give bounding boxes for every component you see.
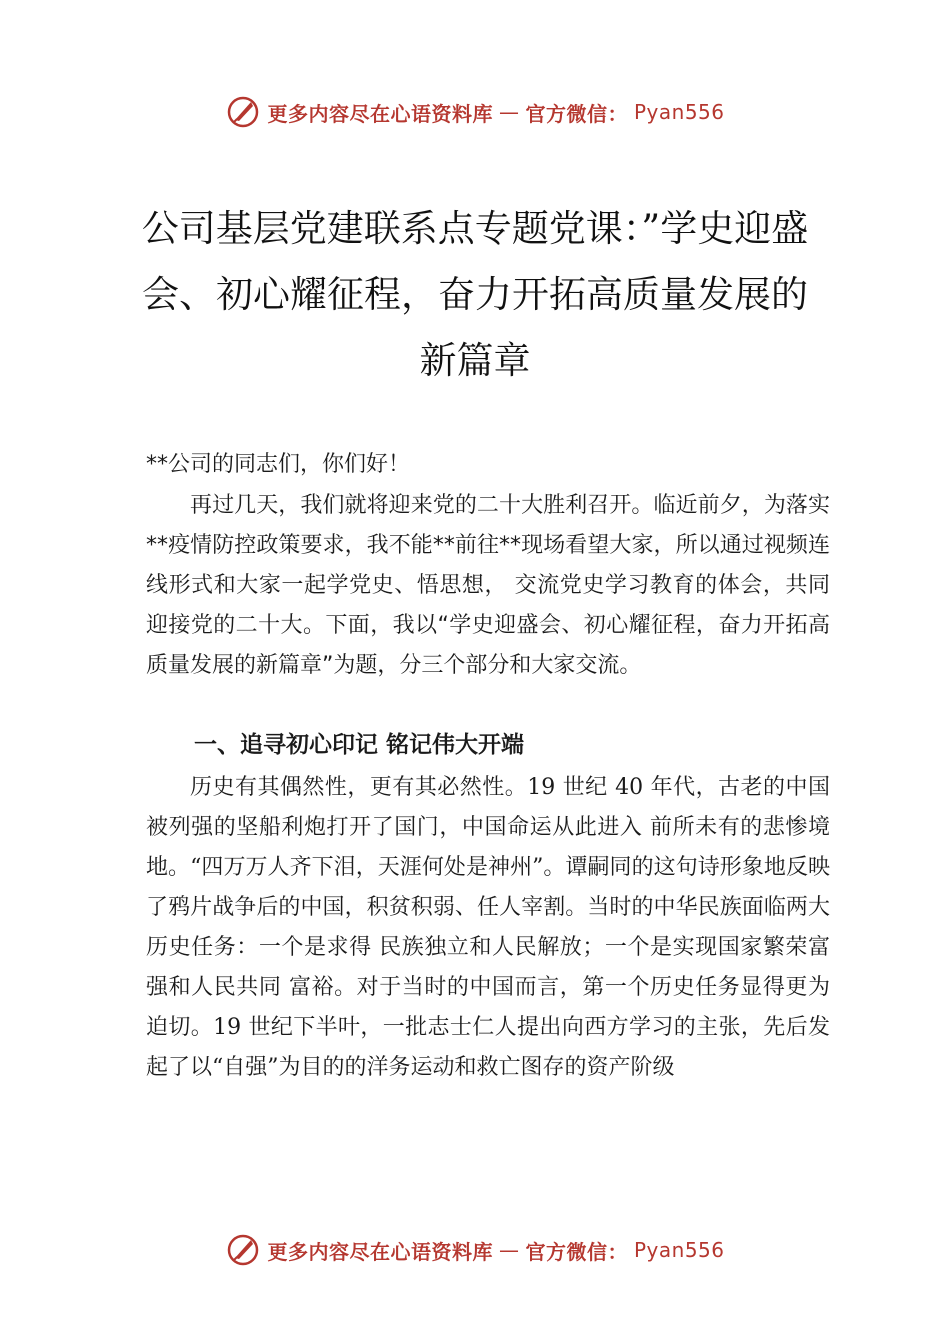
- footer-banner-text: 更多内容尽在心语资料库: [267, 1239, 493, 1264]
- greeting: **公司的同志们，你们好！: [146, 452, 411, 477]
- footer-banner: [0, 1232, 950, 1268]
- quill-circle-icon: [225, 94, 261, 130]
- paragraph-2: [146, 768, 830, 1088]
- paragraph-2-text: 历史有其偶然性，更有其必然性。19 世纪 40 年代，古老的中国被列强的坚船利炮打开了国门，中国命运从此进入 前所未有的悲惨境地。“四万万人齐下泪，天涯何处是神州”。谭嗣同的这句诗形象地反映了鸦片战争后的中国，积贫积弱、任人宰割。当时的中华民族面临两大历史任务：一个是求得 民族独立和人民解放；一个是实现国家繁荣富强和人民共同 富裕。对于当时的中国而言，第一个历史任务显得更为迫切。19 世纪下半叶，一批志士仁人提出向西方学习的主张，先后发起了以“自强”为目的的洋务运动和救亡图存的资产阶级: [146, 775, 830, 1080]
- footer-banner-wechat-id: Pyan556: [633, 1238, 725, 1262]
- header-banner: [0, 94, 950, 130]
- document-title: 公司基层党建联系点专题党课：”学史迎盛会、初心耀征程，奋力开拓高质量发展的新篇章: [141, 207, 809, 382]
- footer-banner-wechat-label: 官方微信：: [525, 1239, 628, 1264]
- paragraph-1: [146, 486, 830, 686]
- quill-circle-icon: [225, 1232, 261, 1268]
- paragraph-1-text: 再过几天，我们就将迎来党的二十大胜利召开。临近前夕，为落实**疫情防控政策要求，我不能**前往**现场看望大家，所以通过视频连线形式和大家一起学党史、悟思想， 交流党史学习教育的体会，共同迎接党的二十大。下面，我以“学史迎盛会、初心耀征程，奋力开拓高质量发展的新篇章”为题，分三个部分和大家交流。: [146, 493, 830, 678]
- banner-dash: —: [498, 100, 520, 124]
- banner-text: 更多内容尽在心语资料库: [267, 101, 493, 126]
- banner-wechat-label: 官方微信：: [525, 101, 628, 126]
- footer-banner-dash: —: [498, 1238, 520, 1262]
- banner-wechat-id: Pyan556: [633, 100, 725, 124]
- section-1-heading: 一、追寻初心印记 铭记伟大开端: [194, 732, 525, 758]
